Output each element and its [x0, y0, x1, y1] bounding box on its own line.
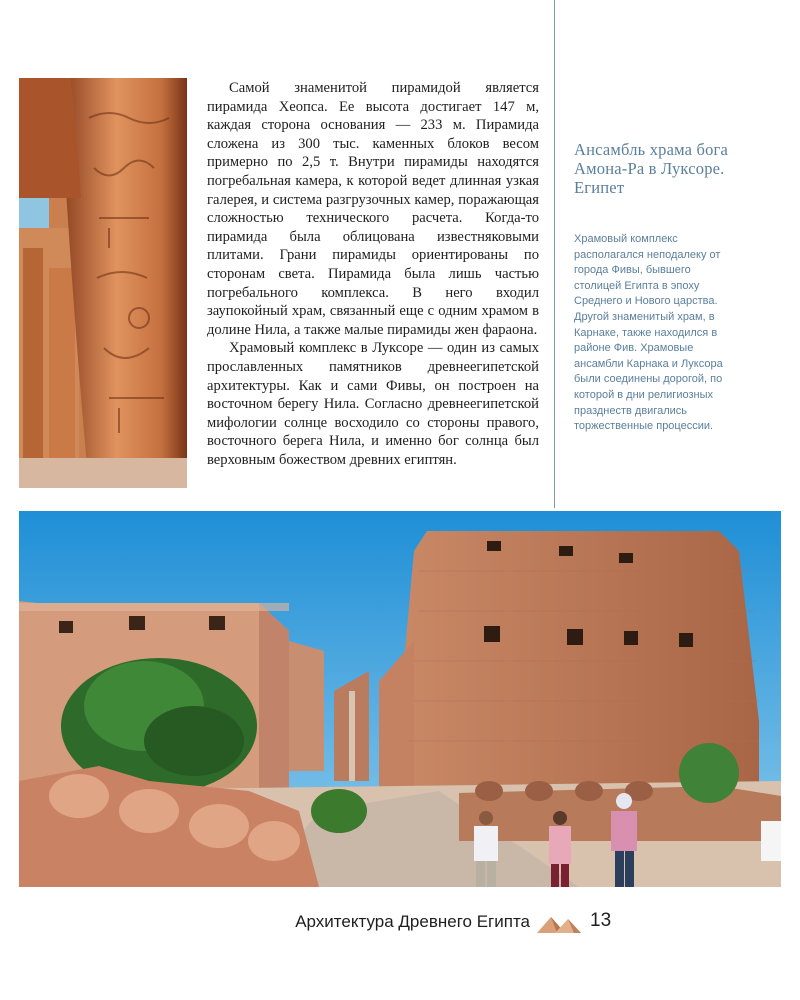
body-text	[207, 79, 539, 469]
page-number: 13	[590, 910, 612, 931]
column-photo	[19, 78, 187, 488]
caption-text: Храмовый комплекс располагался неподалеку от города Фивы, бывшего столицей Египта в эпоху Среднего и Нового царства. Другой знаменитый храм, в Карнаке, также находился в районе Фив. Храмовые ансамбли Карнака и Луксора были соединены дорогой, по которой в дни религиозных празднеств двигались торжественные процессии.	[574, 233, 723, 433]
pyramids-icon	[537, 913, 581, 933]
running-title: Архитектура Древнего Египта	[295, 912, 530, 931]
paragraph-1: Самой знаменитой пирамидой является пирамида Хеопса. Ее высота достигает 147 м, каждая сторона основания — 233 м. Пирамида сложена из 300 тыс. каменных блоков весом примерно по 2,5 т. Внутри пирамиды находятся погребальная камера, к которой ведет длинная узкая галерея, и система разгрузочных камер, поражающая сложностью технического расчета. Когда-то пирамида была облицована известняковыми плитами. Грани пирамиды ориентированы по сторонам света. Пирамида была лишь частью погребального комплекса. В него входил заупокойный храм, связанный еще с одним храмом в долине Нила, а также малые пирамиды жен фараона.	[207, 80, 539, 338]
temple-photo	[19, 511, 781, 887]
caption-title: Ансамбль храма бога Амона-Ра в Луксоре. Египет	[574, 140, 729, 197]
paragraph-2: Храмовый комплекс в Луксоре — один из самых прославленных памятников древнеегипетской архитектуры. Как и сами Фивы, он построен на восточном берегу Нила. Согласно древнеегипетской мифологии солнце восходило со стороны правого, восточного берега Нила, и именно бог солнца был верховным божеством древних египтян.	[207, 340, 539, 468]
column-divider	[554, 0, 555, 508]
page-footer	[0, 906, 800, 946]
